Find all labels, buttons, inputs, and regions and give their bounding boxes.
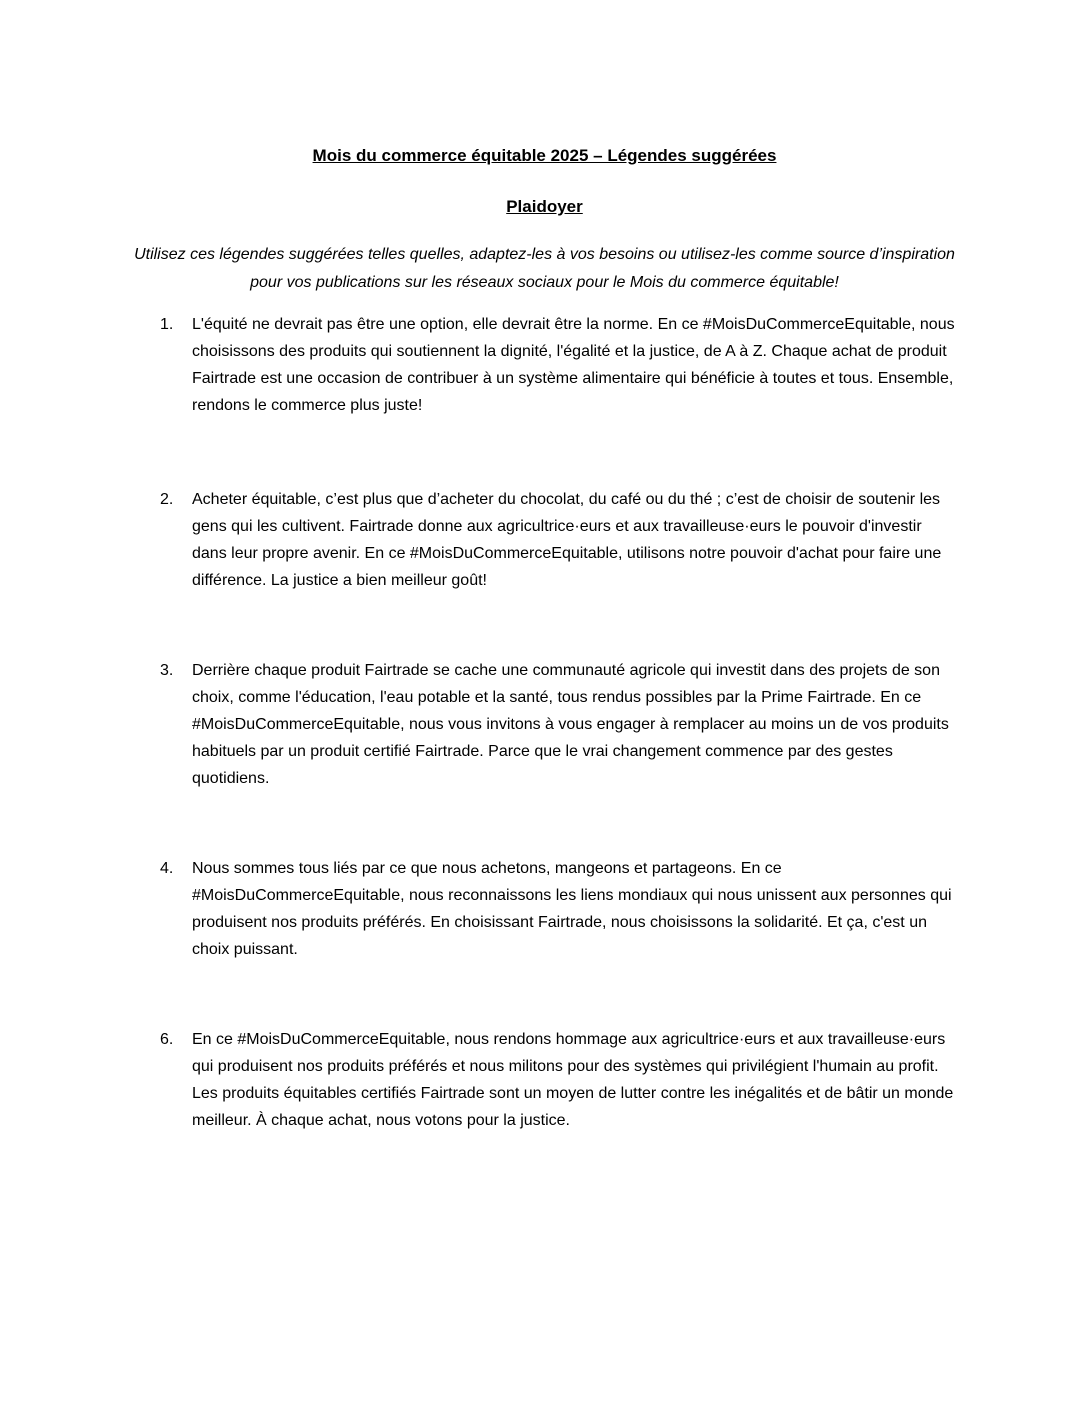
list-item — [131, 855, 958, 963]
list-item — [131, 311, 958, 419]
list-item-number: 4. — [160, 860, 174, 877]
list-item-text: Nous sommes tous liés par ce que nous achetons, mangeons et partageons. En ce #MoisDuCommerceEquitable, nous reconnaissons les liens mondiaux qui nous unissent aux personnes qui produisent nos produits préférés. En choisissant Fairtrade, nous choisissons la solidarité. Et ça, c'est un choix puissant. — [192, 860, 952, 958]
document-title: Mois du commerce équitable 2025 – Légendes suggérées — [312, 146, 777, 165]
list-item — [131, 657, 958, 792]
list-item-text: Acheter équitable, c’est plus que d’acheter du chocolat, du café ou du thé ; c’est de choisir de soutenir les gens qui les cultivent. Fairtrade donne aux agricultrice·eurs et aux travailleuse·eurs le pouvoir d'investir dans leur propre avenir. En ce #MoisDuCommerceEquitable, utilisons notre pouvoir d'achat pour faire une différence. La justice a bien meilleur goût! — [192, 491, 942, 589]
list-item-number: 6. — [160, 1031, 174, 1048]
list-item-text: L'équité ne devrait pas être une option, elle devrait être la norme. En ce #MoisDuCommerceEquitable, nous choisissons des produits qui soutiennent la dignité, l'égalité et la justice, de A à Z. Chaque achat de produit Fairtrade est une occasion de contribuer à un système alimentaire qui bénéficie à toutes et tous. Ensemble, rendons le commerce plus juste! — [192, 316, 955, 414]
list-item — [131, 1026, 958, 1134]
list-item — [131, 486, 958, 594]
list-item-number: 1. — [160, 316, 174, 333]
list-item-number: 3. — [160, 662, 174, 679]
intro-paragraph: Utilisez ces légendes suggérées telles quelles, adaptez-les à vos besoins ou utilisez-les comme source d’inspiration pour vos publications sur les réseaux sociaux pour le Mois du commerce équitable! — [134, 246, 955, 291]
document-subtitle: Plaidoyer — [506, 197, 583, 216]
list-item-number: 2. — [160, 491, 174, 508]
list-item-text: En ce #MoisDuCommerceEquitable, nous rendons hommage aux agricultrice·eurs et aux travailleuse·eurs qui produisent nos produits préférés et nous militons pour des systèmes qui privilégient l'humain au profit. Les produits équitables certifiés Fairtrade sont un moyen de lutter contre les inégalités et de bâtir un monde meilleur. À chaque achat, nous votons pour la justice. — [192, 1031, 954, 1129]
list-item-text: Derrière chaque produit Fairtrade se cache une communauté agricole qui investit dans des projets de son choix, comme l'éducation, l'eau potable et la santé, tous rendus possibles par la Prime Fairtrade. En ce #MoisDuCommerceEquitable, nous vous invitons à vous engager à remplacer au moins un de vos produits habituels par un produit certifié Fairtrade. Parce que le vrai changement commence par des gestes quotidiens. — [192, 662, 949, 787]
caption-list — [131, 311, 958, 1134]
